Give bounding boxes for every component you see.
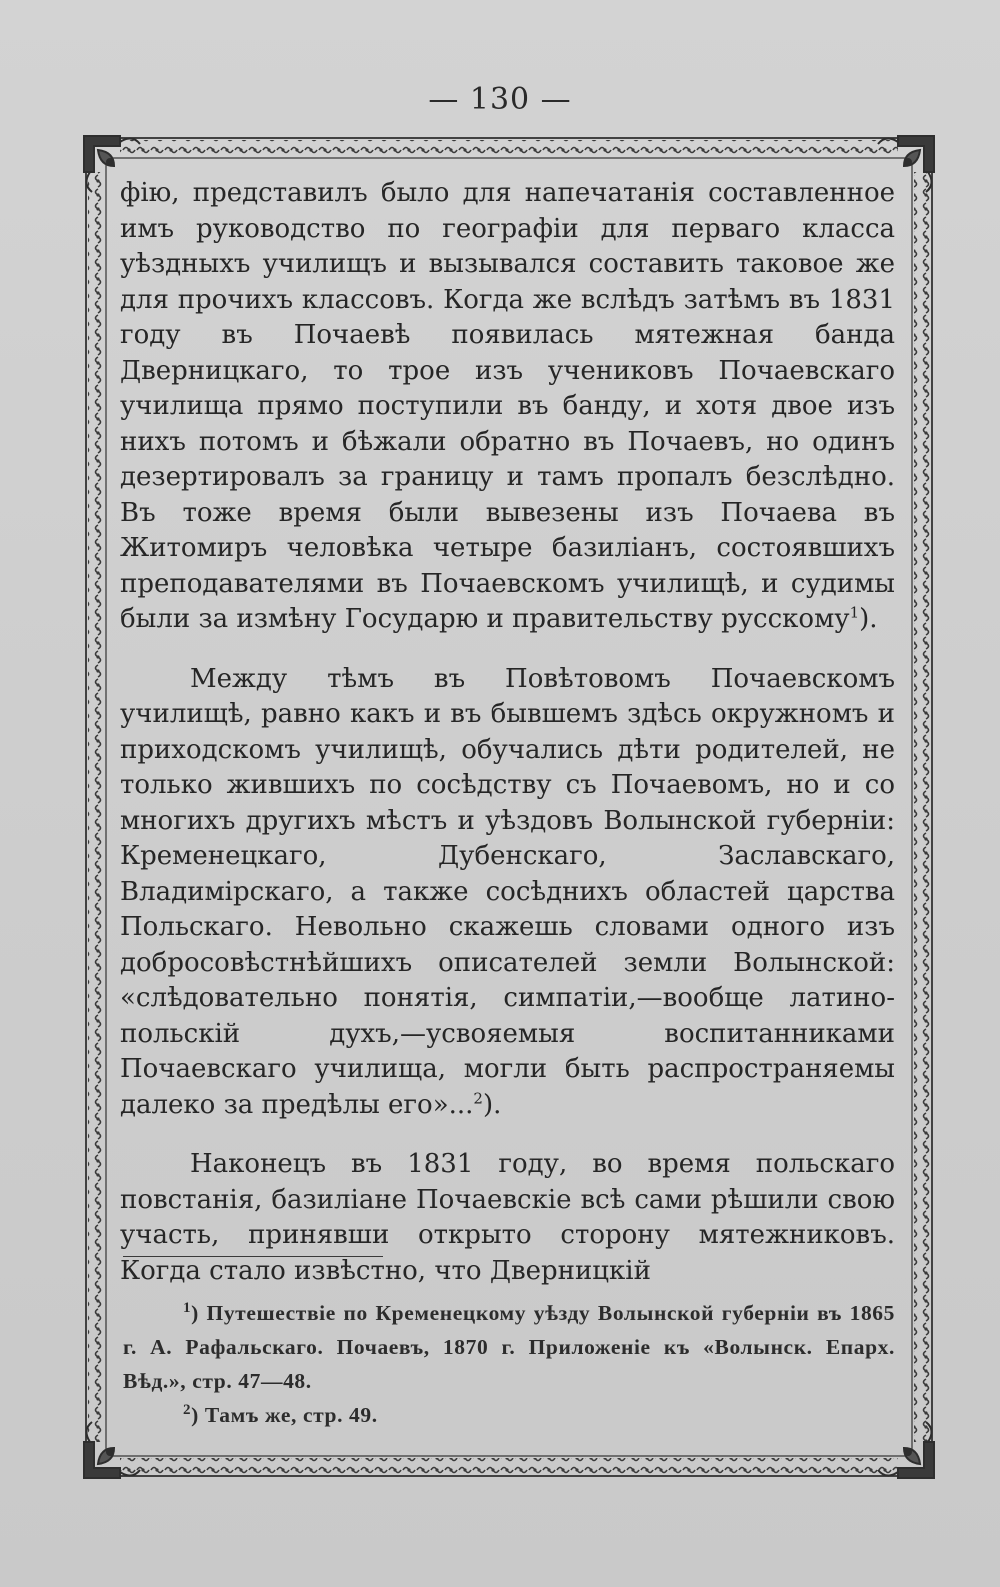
paragraph-2-text: Между тѣмъ въ Повѣтовомъ Почаевскомъ училищѣ, равно какъ и въ бывшемъ здѣсь окружномъ и приходскомъ училищѣ, обучались дѣти родителей, не только жившихъ по сосѣдству съ Почаевомъ, но и со многихъ другихъ мѣстъ и уѣздовъ Волынской губерніи: Кременецкаго, Дубенскаго, Заславскаго, Владимірскаго, а также сосѣднихъ областей царства Польскаго. Невольно скажешь словами одного изъ добросовѣстнѣйшихъ описателей земли Волынской: «слѣдовательно понятія, симпатіи,—вообще латино-польскій духъ,—усвояемыя воспитанниками Почаевскаго училища, могли быть распространяемы далеко за предѣлы его»... xyxy=(120,663,895,1120)
paragraph-3 xyxy=(120,1147,895,1289)
footnotes xyxy=(123,1296,895,1432)
footnote-2-text: ) Тамъ же, стр. 49. xyxy=(191,1403,378,1427)
footnote-ref-1: 1 xyxy=(849,603,860,622)
footnote-1 xyxy=(123,1296,895,1398)
paragraph-2 xyxy=(120,662,895,1124)
page-number: — 130 — xyxy=(428,82,572,117)
paragraph-1-tail: ). xyxy=(859,604,878,634)
footnote-2 xyxy=(123,1398,895,1432)
paragraph-2-tail: ). xyxy=(482,1089,502,1120)
footnote-2-marker: 2 xyxy=(183,1401,192,1418)
main-text xyxy=(120,176,895,1289)
footnote-1-text: ) Путешествіе по Кременецкому уѣзду Волынской губерніи въ 1865 г. А. Рафальскаго. Почаевъ, 1870 г. Приложеніе къ «Волынск. Епарх. Вѣд.», стр. 47—48. xyxy=(123,1301,895,1393)
footnote-1-marker: 1 xyxy=(183,1299,192,1316)
footnote-separator xyxy=(123,1256,383,1257)
footnote-ref-2: 2 xyxy=(473,1088,483,1107)
paragraph-1 xyxy=(120,176,895,638)
paragraph-1-text: фію, представилъ было для напечатанія составленное имъ руководство по географіи для перваго класса уѣздныхъ училищъ и вызывался составить таковое же для прочихъ классовъ. Когда же вслѣдъ затѣмъ въ 1831 году въ Почаевѣ появилась мятежная банда Дверницкаго, то трое изъ учениковъ Почаевскаго училища прямо поступили въ банду, и хотя двое изъ нихъ потомъ и бѣжали обратно въ Почаевъ, но одинъ дезертировалъ за границу и тамъ пропалъ безслѣдно. Въ тоже время были вывезены изъ Почаева въ Житомиръ человѣка четыре базиліанъ, состоявшихъ преподавателями въ Почаевскомъ училищѣ, и судимы были за измѣну Государю и правительству русскому xyxy=(120,178,895,634)
paragraph-3-text: Наконецъ въ 1831 году, во время польскаго повстанія, базиліане Почаевскіе всѣ сами рѣшили свою участь, принявши открыто сторону мятежниковъ. Когда стало извѣстно, что Дверницкій xyxy=(120,1149,895,1286)
